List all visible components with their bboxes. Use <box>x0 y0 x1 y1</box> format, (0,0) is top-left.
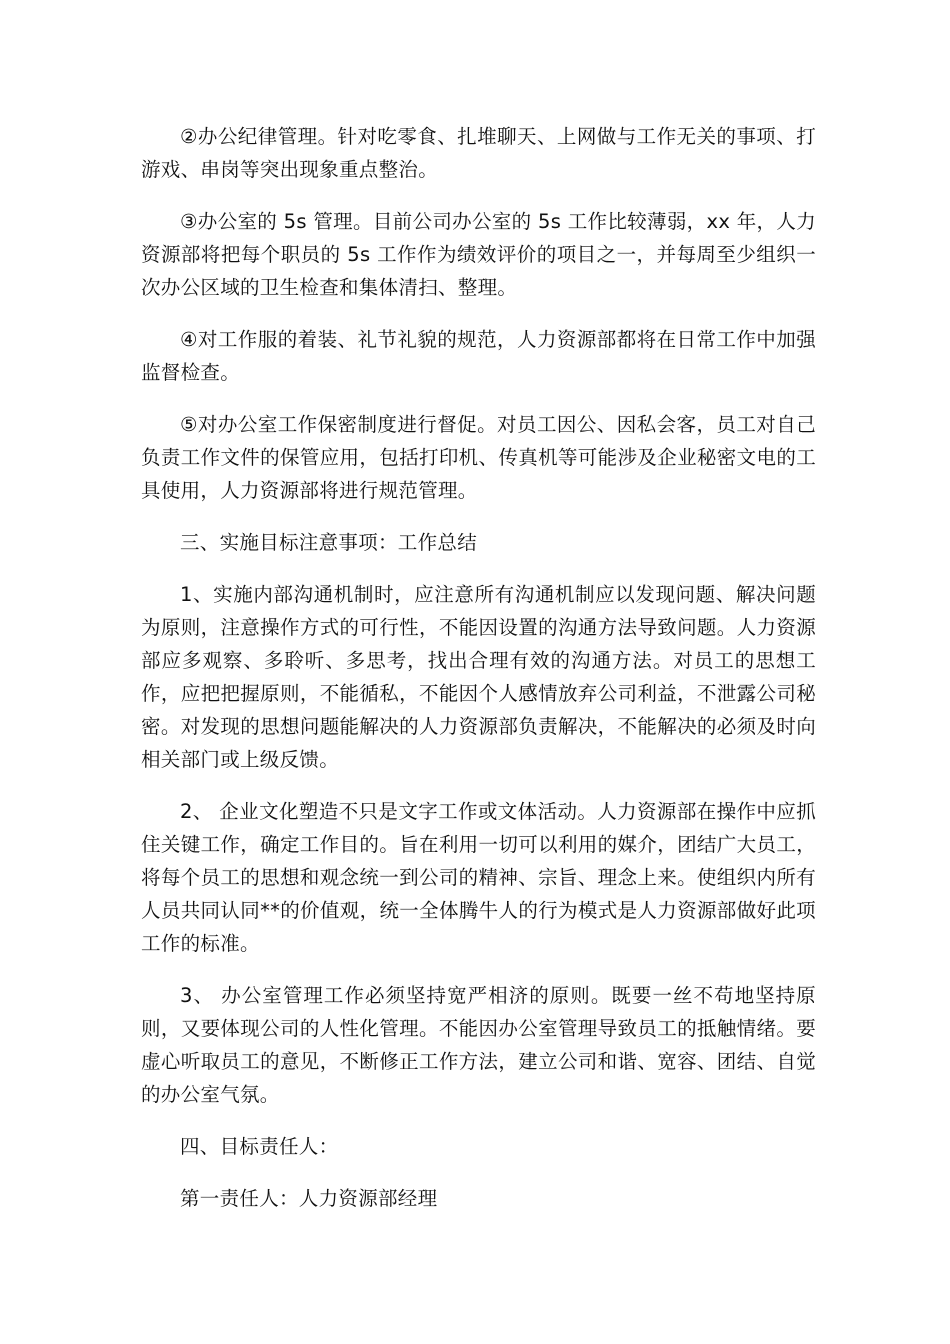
paragraph-item-3-office-management: 3、 办公室管理工作必须坚持宽严相济的原则。既要一丝不苟地坚持原则，又要体现公司的人性化管理。不能因办公室管理导致员工的抵触情绪。要虚心听取员工的意见，不断修正工作方法，建立公司和谐、宽容、团结、自觉的办公室气氛。 <box>141 984 816 1106</box>
paragraph-item-1-communication: 1、实施内部沟通机制时，应注意所有沟通机制应以发现问题、解决问题为原则，注意操作方式的可行性，不能因设置的沟通方法导致问题。人力资源部应多观察、多聆听、多思考，找出合理有效的沟通方法。对员工的思想工作，应把把握原则，不能循私，不能因个人感情放弃公司利益，不泄露公司秘密。对发现的思想问题能解决的人力资源部负责解决，不能解决的必须及时向相关部门或上级反馈。 <box>141 583 816 771</box>
paragraph-office-discipline: ②办公纪律管理。针对吃零食、扎堆聊天、上网做与工作无关的事项、打游戏、串岗等突出现象重点整治。 <box>141 125 816 181</box>
paragraph-first-responsible: 第一责任人：人力资源部经理 <box>180 1187 438 1210</box>
section-heading-responsible: 四、目标责任人： <box>180 1135 339 1158</box>
paragraph-office-5s: ③办公室的 5s 管理。目前公司办公室的 5s 工作比较薄弱，xx 年，人力资源部将把每个职员的 5s 工作作为绩效评价的项目之一，并每周至少组织一次办公区域的卫生检查和集体清扫、整理。 <box>141 210 816 299</box>
paragraph-item-2-culture: 2、 企业文化塑造不只是文字工作或文体活动。人力资源部在操作中应抓住关键工作，确定工作目的。旨在利用一切可以利用的媒介，团结广大员工，将每个员工的思想和观念统一到公司的精神、宗旨、理念上来。使组织内所有人员共同认同**的价值观，统一全体腾牛人的行为模式是人力资源部做好此项工作的标准。 <box>141 800 816 955</box>
section-heading-notes: 三、实施目标注意事项：工作总结 <box>180 531 478 554</box>
paragraph-uniform-etiquette: ④对工作服的着装、礼节礼貌的规范，人力资源部都将在日常工作中加强监督检查。 <box>141 328 816 384</box>
paragraph-confidentiality: ⑤对办公室工作保密制度进行督促。对员工因公、因私会客，员工对自己负责工作文件的保管应用，包括打印机、传真机等可能涉及企业秘密文电的工具使用，人力资源部将进行规范管理。 <box>141 413 816 502</box>
document-page <box>141 120 816 1234</box>
